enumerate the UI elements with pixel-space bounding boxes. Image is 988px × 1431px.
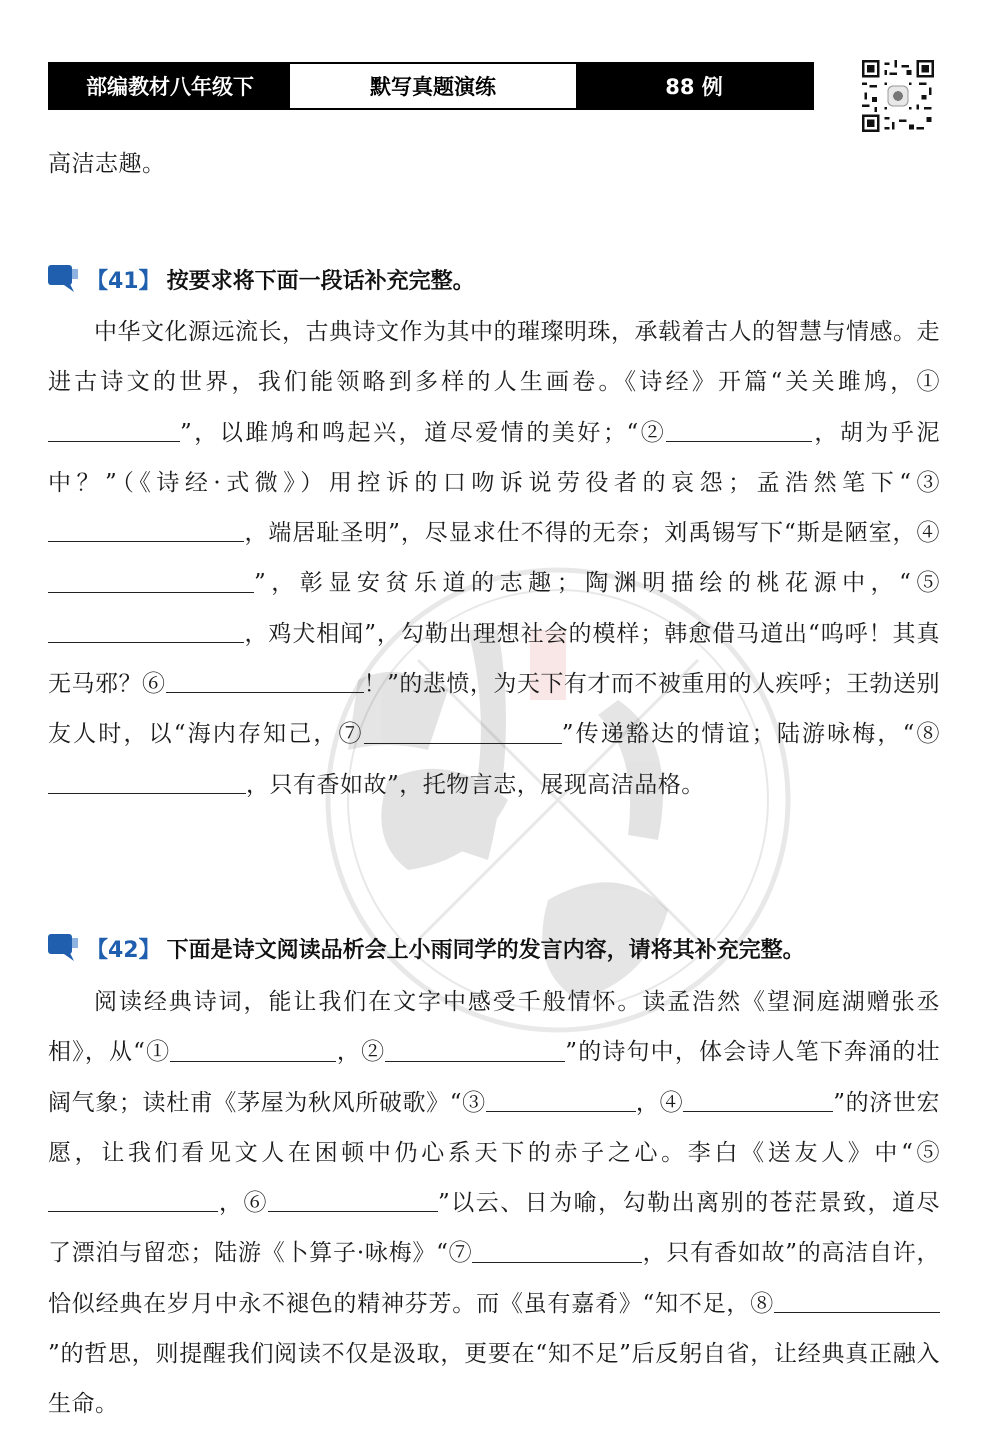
header-title: 默写真题演练 (290, 64, 576, 108)
answer-blank[interactable] (166, 668, 364, 693)
passage-text: ，⑥ (218, 1190, 268, 1217)
answer-blank[interactable] (48, 568, 254, 593)
passage-text: ，胡为乎泥中？”（《诗经·式微》）用控诉的口吻诉说劳役者的哀怨；孟浩然笔下“③ (48, 419, 940, 496)
answer-blank[interactable] (268, 1187, 438, 1212)
header-grade: 部编教材八年级下 (50, 64, 290, 108)
answer-blank[interactable] (472, 1238, 642, 1263)
answer-blank[interactable] (48, 618, 244, 643)
passage-text: ，只有香如故”，托物言志，展现高洁品格。 (246, 771, 705, 798)
header-bar (48, 62, 814, 110)
passage-text: ”的济世宏愿，让我们看见文人在困顿中仍心系天下的赤子之心。李白《送友人》中“⑤ (48, 1089, 940, 1166)
answer-blank[interactable] (48, 1187, 218, 1212)
answer-blank[interactable] (364, 719, 562, 744)
passage-text: ”的哲思，则提醒我们阅读不仅是汲取，更要在“知不足”后反躬自省，让经典真正融入生命。 (48, 1341, 940, 1418)
question-41-body (48, 307, 940, 810)
passage-text: ”的诗句中，体会诗人笔下奔涌的壮阔气象；读杜甫《茅屋为秋风所破歌》“③ (48, 1039, 941, 1116)
answer-blank[interactable] (683, 1087, 833, 1112)
answer-blank[interactable] (170, 1036, 336, 1061)
answer-blank[interactable] (486, 1087, 636, 1112)
passage-text: ，只有香如故”的高洁自许，恰似经典在岁月中永不褪色的精神芬芳。而《虽有嘉肴》“知不足，⑧ (48, 1240, 940, 1317)
answer-blank[interactable] (385, 1036, 565, 1061)
answer-blank[interactable] (666, 417, 812, 442)
speech-bubble-icon (48, 934, 78, 962)
passage-text: ”，以雎鸠和鸣起兴，道尽爱情的美好；“② (180, 419, 667, 446)
question-title: 按要求将下面一段话补充完整。 (166, 268, 475, 294)
question-42-heading (48, 928, 805, 968)
question-number: 【42】 (86, 937, 161, 963)
header-count: 88 例 (576, 64, 812, 108)
question-number: 【41】 (86, 268, 161, 294)
passage-text: ”以云、日为喻，勾勒出离别的苍茫景致，道尽了漂泊与留恋；陆游《卜算子·咏梅》“⑦ (48, 1190, 940, 1267)
answer-blank[interactable] (774, 1288, 940, 1313)
question-title: 下面是诗文阅读品析会上小雨同学的发言内容，请将其补充完整。 (166, 937, 805, 963)
qr-code-icon (862, 60, 934, 132)
passage-text: ，端居耻圣明”，尽显求仕不得的无奈；刘禹锡写下“斯是陋室，④ (244, 520, 940, 547)
speech-bubble-icon (48, 265, 78, 293)
passage-text: ，鸡犬相闻”，勾勒出理想社会的模样；韩愈借马道出“呜呼！其真无马邪？⑥ (48, 620, 940, 698)
answer-blank[interactable] (48, 769, 246, 794)
answer-blank[interactable] (48, 517, 244, 542)
passage-text: ，② (336, 1039, 386, 1066)
passage-text: ”传递豁达的情谊；陆游咏梅，“⑧ (561, 721, 940, 748)
passage-text: 阅读经典诗词，能让我们在文字中感受千般情怀。读孟浩然《望洞庭湖赠张丞相》，从“① (48, 989, 940, 1066)
top-fragment: 高洁志趣。 (48, 151, 166, 177)
passage-text: ！”的悲愤，为天下有才而不被重用的人疾呼；王勃送别友人时，以“海内存知己，⑦ (48, 671, 941, 748)
answer-blank[interactable] (48, 417, 180, 442)
passage-text: ，④ (635, 1089, 684, 1116)
question-42-body (48, 977, 940, 1430)
question-41-heading (48, 259, 475, 299)
passage-text: ”，彰显安贫乐道的志趣；陶渊明描绘的桃花源中，“⑤ (254, 570, 940, 597)
passage-text: 中华文化源远流长，古典诗文作为其中的璀璨明珠，承载着古人的智慧与情感。走进古诗文的世界，我们能领略到多样的人生画卷。《诗经》开篇“关关雎鸠，① (48, 319, 940, 396)
